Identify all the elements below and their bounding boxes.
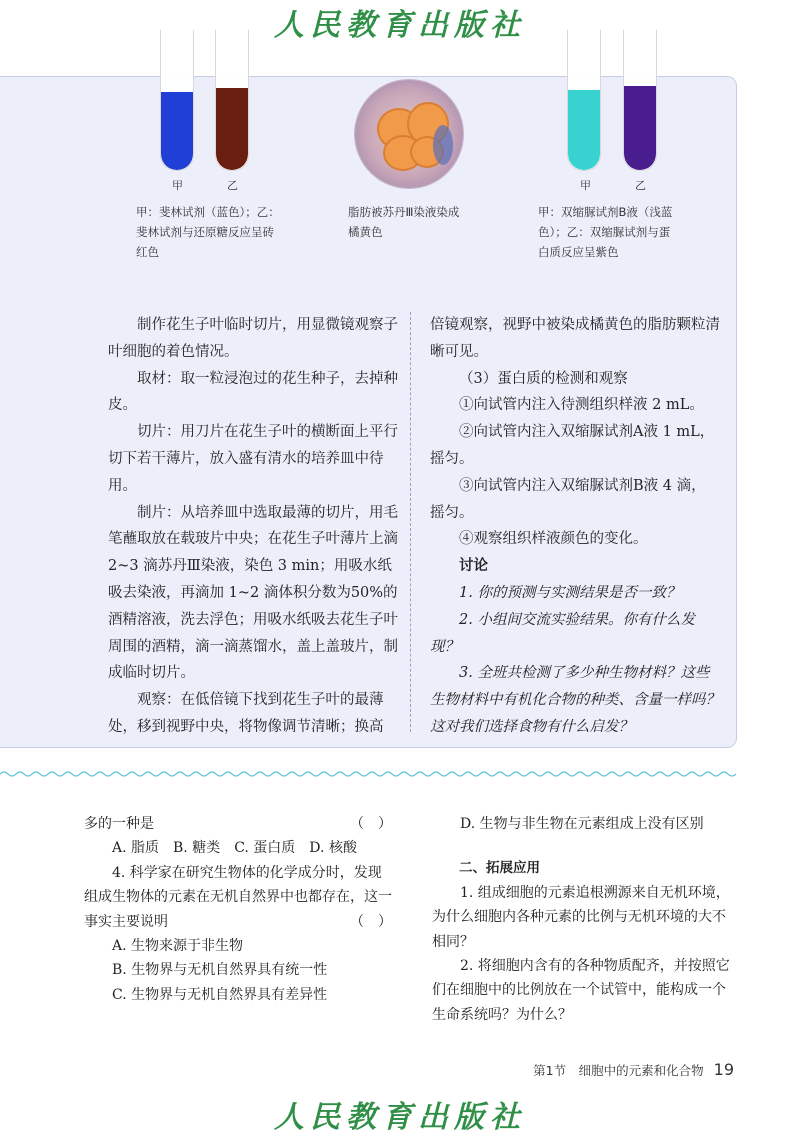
- liquid-blue: [161, 92, 193, 170]
- section-name: 第1节 细胞中的元素和化合物: [533, 1063, 704, 1078]
- option: A. 生物来源于非生物: [112, 938, 244, 955]
- tube-label-b-left: 乙: [227, 179, 238, 192]
- paragraph: 制作花生子叶临时切片，用显微镜观察子叶细胞的着色情况。: [108, 317, 398, 360]
- page-footer: [533, 1060, 734, 1079]
- option: C. 生物界与无机自然界具有差异性: [112, 986, 328, 1003]
- discussion-title: 讨论: [459, 558, 488, 575]
- liquid-purple: [624, 86, 656, 170]
- exercises-left: [84, 812, 392, 1007]
- tube-label-a-left: 甲: [172, 179, 183, 192]
- question-item: 2. 将细胞内含有的各种物质配齐，并按照它们在细胞中的比例放在一个试管中，能构成一个生命系统吗？为什么？: [432, 958, 730, 1023]
- question-text: 4. 科学家在研究生物体的化学成分时，发现组成生物体的元素在无机自然界中也都存在，这一事实主要说明: [84, 864, 392, 930]
- discussion-item: 3. 全班共检测了多少种生物材料？这些生物材料中有机化合物的种类、含量一样吗？这对我们选择食物有什么启发？: [430, 665, 720, 735]
- paragraph: 制片：从培养皿中选取最薄的切片，用毛笔蘸取放在载玻片中央；在花生子叶薄片上滴 2~3 滴苏丹Ⅲ染液，染色 3 min；用吸水纸吸去染液，再滴加 1~2 滴体积分数为50%的酒精溶液，洗去浮色；用吸水纸吸去花生子叶周围的酒精，滴一滴蒸馏水，盖上盖玻片，制成临时切片。: [108, 504, 398, 682]
- step: ③向试管内注入双缩脲试剂B液 4 滴，摇匀。: [430, 477, 706, 521]
- step: ①向试管内注入待测组织样液 2 mL。: [459, 397, 704, 414]
- paragraph: 倍镜观察，视野中被染成橘黄色的脂肪颗粒清晰可见。: [430, 317, 720, 360]
- paragraph: 切片：用刀片在花生子叶的横断面上平行切下若干薄片，放入盛有清水的培养皿中待用。: [108, 424, 398, 494]
- liquid-light-blue: [568, 90, 600, 170]
- options-line: A. 脂质 B. 糖类 C. 蛋白质 D. 核酸: [112, 840, 357, 857]
- discussion-item: 1. 你的预测与实测结果是否一致？: [459, 584, 681, 601]
- question-text: 多的一种是: [84, 816, 154, 832]
- procedure-left-column: [108, 312, 398, 741]
- test-tube-biuret-b: [567, 30, 601, 171]
- option: D. 生物与非生物在元素组成上没有区别: [460, 816, 704, 832]
- caption-left: 甲：斐林试剂（蓝色）；乙： 斐林试剂与还原糖反应呈砖 红色: [136, 205, 280, 259]
- liquid-brick-red: [216, 88, 248, 170]
- option: B. 生物界与无机自然界具有统一性: [112, 962, 328, 979]
- section-title: 二、拓展应用: [459, 860, 540, 877]
- publisher-logo-top: 人民教育出版社: [274, 8, 526, 43]
- test-tube-purple: [623, 30, 657, 171]
- page-number: 19: [713, 1060, 734, 1079]
- caption-right: 甲：双缩脲试剂B液（浅蓝 色）；乙：双缩脲试剂与蛋 白质反应呈紫色: [538, 205, 673, 259]
- caption-middle: 脂肪被苏丹Ⅲ染液染成 橘黄色: [348, 205, 460, 239]
- step: ④观察组织样液颜色的变化。: [459, 531, 648, 548]
- tube-label-b-right: 乙: [635, 179, 646, 192]
- column-divider: [410, 312, 411, 732]
- answer-blank: （ ）: [350, 913, 392, 930]
- test-tube-fehling: [160, 30, 194, 171]
- test-tube-brick-red: [215, 30, 249, 171]
- exercises-right: [432, 812, 738, 1027]
- paragraph: 取材：取一粒浸泡过的花生种子，去掉种皮。: [108, 370, 398, 414]
- publisher-logo-bottom: 人民教育出版社: [274, 1100, 526, 1135]
- procedure-right-column: [430, 312, 720, 741]
- wavy-separator: [0, 770, 736, 778]
- step-heading: （3）蛋白质的检测和观察: [459, 370, 628, 387]
- question-item: 1. 组成细胞的元素追根溯源来自无机环境，为什么细胞内各种元素的比例与无机环境的大不相同？: [432, 884, 730, 950]
- tube-label-a-right: 甲: [580, 179, 591, 192]
- paragraph: 观察：在低倍镜下找到花生子叶的最薄处，移到视野中央，将物像调节清晰；换高: [108, 692, 384, 735]
- answer-blank: （ ）: [350, 816, 392, 832]
- discussion-item: 2. 小组间交流实验结果。你有什么发现？: [430, 611, 695, 655]
- micrograph-fat-droplets: [355, 80, 463, 188]
- step: ②向试管内注入双缩脲试剂A液 1 mL，摇匀。: [430, 424, 715, 467]
